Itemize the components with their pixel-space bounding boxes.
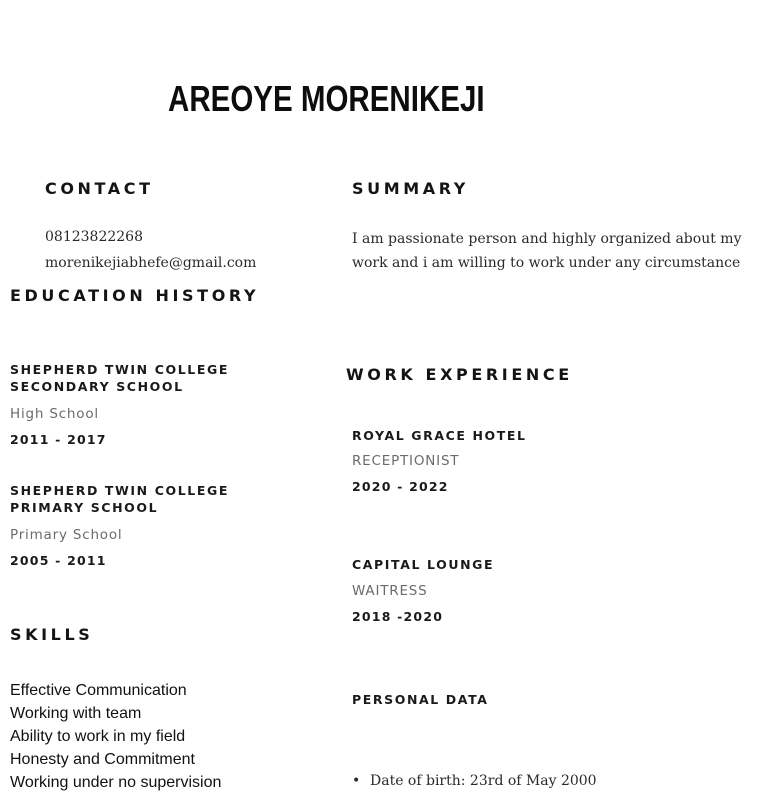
skill-item: Ability to work in my field xyxy=(10,728,186,745)
work-years: 2018 -2020 xyxy=(352,609,444,624)
education-institution: SHEPHERD TWIN COLLEGE SECONDARY SCHOOL xyxy=(10,362,229,394)
work-years: 2020 - 2022 xyxy=(352,479,449,494)
contact-email: morenikejiabhefe@gmail.com xyxy=(45,255,257,271)
education-heading: EDUCATION HISTORY xyxy=(10,286,260,305)
education-years: 2011 - 2017 xyxy=(10,432,107,447)
work-heading: WORK EXPERIENCE xyxy=(346,365,573,384)
skills-list xyxy=(10,679,221,794)
contact-heading: CONTACT xyxy=(45,179,154,198)
personal-data-heading: PERSONAL DATA xyxy=(352,692,489,707)
contact-phone: 08123822268 xyxy=(45,229,143,245)
skill-item: Working under no supervision xyxy=(10,774,222,791)
education-years: 2005 - 2011 xyxy=(10,553,107,568)
work-role: WAITRESS xyxy=(352,583,428,599)
work-employer: CAPITAL LOUNGE xyxy=(352,557,495,572)
skill-item: Working with team xyxy=(10,705,142,722)
personal-data-list xyxy=(352,773,597,789)
resume-name: AREOYE MORENIKEJI xyxy=(168,78,485,119)
personal-data-item: • Date of birth: 23rd of May 2000 xyxy=(352,773,597,789)
work-role: RECEPTIONIST xyxy=(352,453,460,469)
education-level: Primary School xyxy=(10,527,123,543)
skill-item: Honesty and Commitment xyxy=(10,751,195,768)
summary-heading: SUMMARY xyxy=(352,179,469,198)
skills-heading: SKILLS xyxy=(10,625,94,644)
education-institution: SHEPHERD TWIN COLLEGE PRIMARY SCHOOL xyxy=(10,483,229,515)
work-employer: ROYAL GRACE HOTEL xyxy=(352,428,527,443)
summary-text: I am passionate person and highly organized about my work and i am willing to work under any circumstance xyxy=(352,231,742,271)
education-level: High School xyxy=(10,406,99,422)
skill-item: Effective Communication xyxy=(10,682,187,699)
